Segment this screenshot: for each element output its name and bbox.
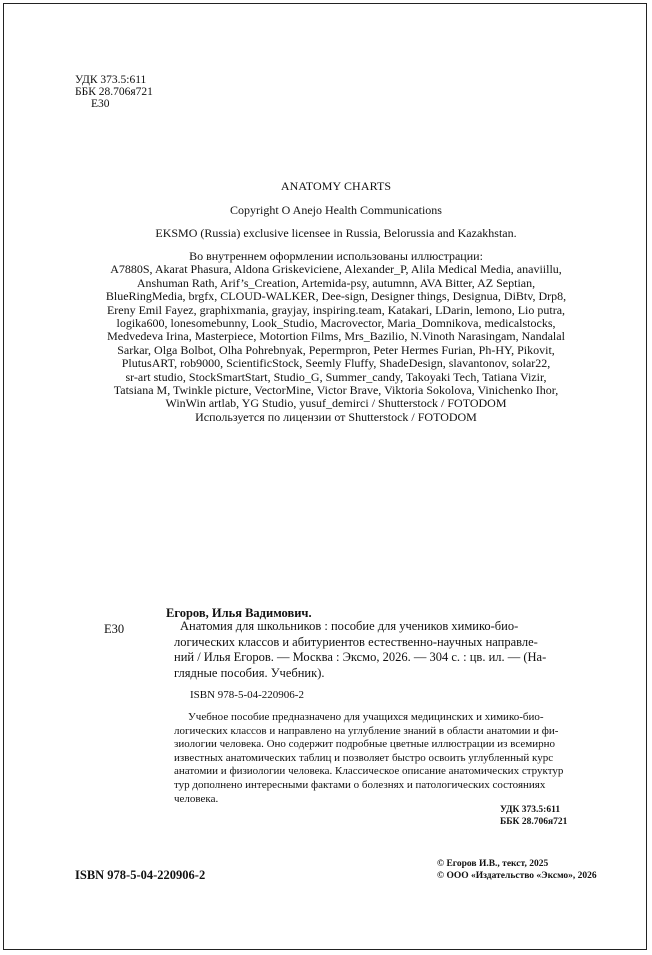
catalog-codes <box>500 805 600 828</box>
description-line: глядные пособия. Учебник). <box>174 665 325 680</box>
illustrators-line: PlutusART, rob9000, ScientificStock, Seemly Fluffy, ShadeDesign, slavantonov, solar22, <box>121 356 551 371</box>
illustrators-line: WinWin artlab, YG Studio, yusuf_demirci / Shutterstock / FOTODOM <box>165 396 507 411</box>
footer-isbn: ISBN 978-5-04-220906-2 <box>75 868 206 882</box>
catalog-udk: УДК 373.5:611 <box>500 805 561 815</box>
catalog-bbk: ББК 28.706я721 <box>500 816 568 827</box>
illustrators-line: A7880S, Akarat Phasura, Aldona Griskeviciene, Alexander_P, Alila Medical Media, anaviillu, <box>110 262 562 277</box>
illustrators-line: Tatsiana M, Twinkle picture, VectorMine, Victor Brave, Viktoria Sokolova, Vinichenko Ihor, <box>113 383 559 398</box>
catalog-author-mark: Е30 <box>104 622 125 636</box>
illustrators-line: Sarkar, Olga Bolbot, Olha Pohrebnyak, Pepermpron, Peter Hermes Furian, Ph-HY, Pikovit, <box>117 342 555 357</box>
annotation-line: тур дополнено интересными фактами о болезнях и патологических состояниях <box>174 778 546 791</box>
classification-codes <box>75 74 153 110</box>
copyright-publisher: © ООО «Издательство «Эксмо», 2026 <box>437 871 597 881</box>
bibliographic-description <box>174 619 599 681</box>
author-mark: Е30 <box>91 98 110 110</box>
illustrators-line: BlueRingMedia, brgfx, CLOUD-WALKER, Dee-sign, Designer things, Designua, DiBtv, Drp8, <box>105 289 567 304</box>
annotation-line: Учебное пособие предназначено для учащихся медицинских и химико-био- <box>188 711 544 723</box>
illustrations-intro: Во внутреннем оформлении использованы иллюстрации: <box>189 249 483 263</box>
bbk-code: ББК 28.706я721 <box>75 86 153 98</box>
footer-copyrights <box>437 858 597 882</box>
illustrators-line: Anshuman Rath, Arif’s_Creation, Artemida-psy, autumnn, AVA Bitter, AZ Septian, <box>136 275 536 290</box>
copyright-author: © Егоров И.В., текст, 2025 <box>437 859 549 869</box>
illustration-credits <box>80 250 592 424</box>
annotation-line: анатомии и физиологии человека. Классическое описание анатомических структур <box>174 765 564 778</box>
catalog-author: Егоров, Илья Вадимович. <box>166 606 312 620</box>
udk-code: УДК 373.5:611 <box>75 74 147 86</box>
illustrators-line: Medvedeva Irina, Masterpiece, Motortion Films, Mrs_Bazilio, N.Vinoth Narasingam, Nandalal <box>107 329 565 344</box>
catalog-isbn: ISBN 978-5-04-220906-2 <box>190 689 304 701</box>
illustrators-line: Ereny Emil Fayez, graphixmania, grayjay, inspiring.team, Katakari, LDarin, lemono, Lio putra, <box>106 302 566 317</box>
book-original-title: ANATOMY CHARTS <box>280 179 392 193</box>
annotation-line: логических классов и направлено на углубление знаний в области анатомии и фи- <box>174 724 559 737</box>
copyright-line: Copyright O Anejo Health Communications <box>230 203 442 217</box>
description-line: Анатомия для школьников : пособие для учеников химико-био- <box>180 619 519 633</box>
licensee-line: EKSMO (Russia) exclusive licensee in Russia, Belorussia and Kazakhstan. <box>155 226 517 240</box>
annotation-line: человека. <box>174 792 219 805</box>
illustrators-line: sr-art studio, StockSmartStart, Studio_G, Summer_candy, Takoyaki Tech, Tatiana Vizir, <box>125 369 547 384</box>
description-line: логических классов и абитуриентов естественно-научных направле- <box>174 634 538 649</box>
annotation-line: зиологии человека. Оно содержит подробные цветные иллюстрации из всемирно <box>174 738 555 751</box>
annotation-line: известных анатомических таблиц и позволяет быстро освоить углубленный курс <box>174 751 554 764</box>
illustrators-line: logika600, lonesomebunny, Look_Studio, Macrovector, Maria_Domnikova, medicalstocks, <box>116 316 556 331</box>
license-note: Используется по лицензии от Shutterstock / FOTODOM <box>195 409 477 424</box>
annotation <box>174 711 599 806</box>
description-line: ний / Илья Егоров. — Москва : Эксмо, 2026. — 304 с. : цв. ил. — (На- <box>174 650 547 664</box>
